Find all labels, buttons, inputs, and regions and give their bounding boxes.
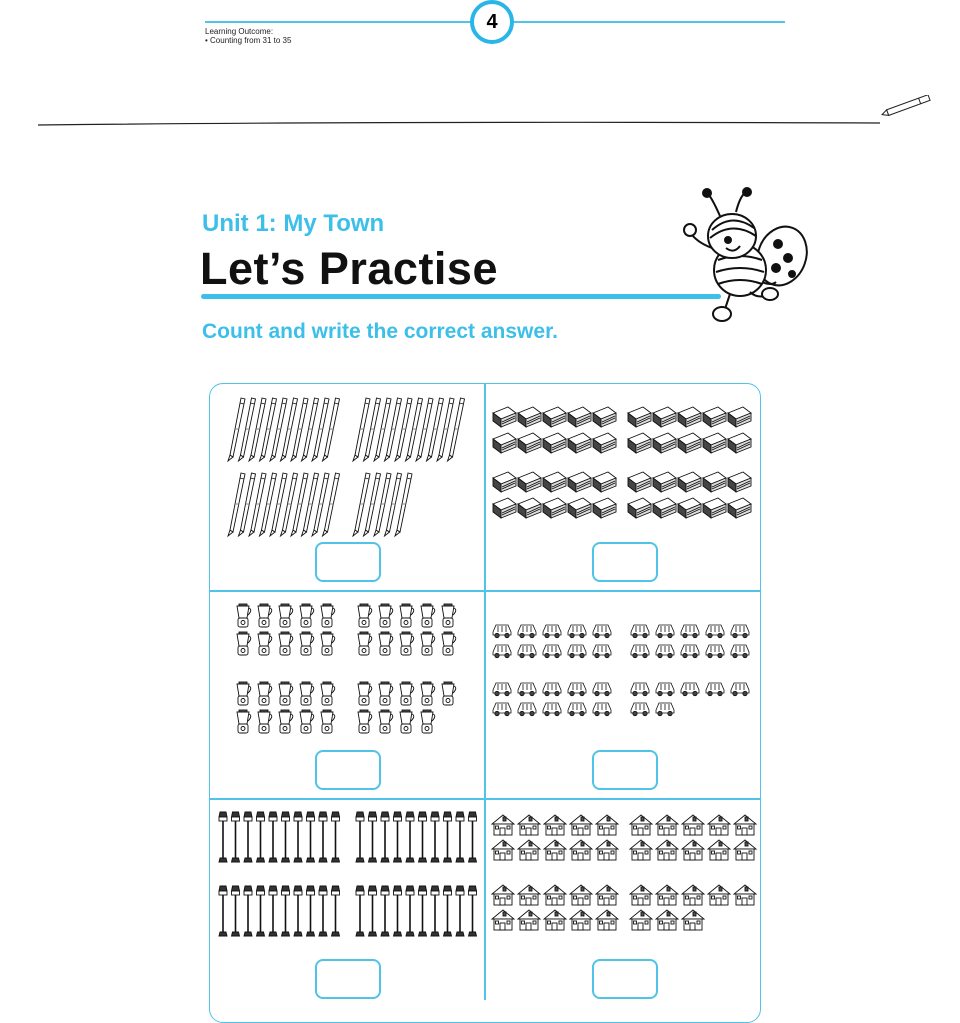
book-icon [703,433,726,453]
book-icon [678,472,701,492]
blender-icon [258,604,272,627]
car-icon [706,683,724,696]
car-icon [681,683,699,696]
street-lamp-icon [219,812,227,862]
book-icon [728,433,751,453]
house-icon [656,885,678,905]
pencil-icon [881,95,930,117]
car-icon [568,683,586,696]
unit-title: Unit 1: My Town [202,210,385,237]
house-icon [518,840,540,860]
car-icon [593,625,611,638]
blender-icon [379,604,393,627]
house-icon [630,885,652,905]
car-icon [518,625,536,638]
street-lamp-icon [319,812,327,862]
blender-icon [279,682,293,705]
house-icon [656,815,678,835]
book-icon [628,498,651,518]
blender-icon [321,632,335,655]
house-icon [596,885,618,905]
house-icon [682,840,704,860]
street-lamp-icon [381,886,389,936]
book-icon [568,433,591,453]
blender-icon [442,682,456,705]
street-lamp-icon [369,812,377,862]
blender-icon [300,632,314,655]
instruction-text: Count and write the correct answer. [202,320,558,343]
house-icon [544,815,566,835]
book-icon [518,472,541,492]
blender-icon [379,682,393,705]
house-icon [734,840,756,860]
car-icon [631,703,649,716]
answer-box-street-lamps[interactable] [315,959,381,999]
street-lamp-icon [332,886,340,936]
street-lamp-icon [394,886,402,936]
blender-icon [258,632,272,655]
house-icon [570,910,592,930]
house-icon [492,885,514,905]
car-icon [493,645,511,658]
book-icon [703,407,726,427]
house-icon [682,910,704,930]
street-lamp-icon [406,812,414,862]
page-title: Let’s Practise [200,243,498,294]
street-lamp-icon [282,812,290,862]
blender-icon [279,632,293,655]
car-icon [518,645,536,658]
book-icon [628,433,651,453]
blender-icon [442,604,456,627]
house-icon [570,815,592,835]
house-icon [518,815,540,835]
blender-icon [358,604,372,627]
street-lamp-icon [456,812,464,862]
answer-box-houses[interactable] [592,959,658,999]
book-icon [678,433,701,453]
street-lamp-icon [307,886,315,936]
book-icon [728,472,751,492]
street-lamp-icon [419,812,427,862]
street-lamp-icon [406,886,414,936]
book-icon [678,498,701,518]
car-icon [731,625,749,638]
blender-icon [400,632,414,655]
car-icon [706,625,724,638]
book-icon [568,498,591,518]
book-icon [518,433,541,453]
car-icon [593,683,611,696]
street-lamp-icon [319,886,327,936]
street-lamp-icon [356,812,364,862]
book-icon [593,498,616,518]
house-icon [518,910,540,930]
book-icon [568,407,591,427]
blender-icon [237,682,251,705]
blender-icon [279,604,293,627]
street-lamp-icon [444,812,452,862]
car-icon [706,645,724,658]
learning-outcome-title: Learning Outcome: [205,27,274,36]
car-icon [656,683,674,696]
house-icon [492,840,514,860]
car-icon [543,645,561,658]
house-icon [492,910,514,930]
blender-icon [300,604,314,627]
house-icon [682,885,704,905]
car-icon [493,703,511,716]
car-icon [731,645,749,658]
house-icon [570,840,592,860]
car-icon [543,625,561,638]
street-lamp-icon [257,812,265,862]
blender-icon [400,710,414,733]
book-icon [653,472,676,492]
car-icon [681,645,699,658]
book-icon [593,472,616,492]
street-lamp-icon [269,886,277,936]
book-icon [543,407,566,427]
street-lamp-icon [419,886,427,936]
street-lamp-icon [244,812,252,862]
street-lamp-icon [431,886,439,936]
street-lamp-icon [356,886,364,936]
book-icon [703,472,726,492]
street-lamp-icon [431,812,439,862]
street-lamp-icon [219,886,227,936]
title-underline [201,294,721,299]
street-lamp-icon [369,886,377,936]
house-icon [708,840,730,860]
house-icon [492,815,514,835]
car-icon [543,683,561,696]
street-lamp-icon [332,812,340,862]
street-lamp-icon [232,886,240,936]
book-icon [628,407,651,427]
answer-box-cars[interactable] [592,750,658,790]
car-icon [631,625,649,638]
car-icon [568,645,586,658]
blender-icon [358,682,372,705]
book-icon [728,498,751,518]
house-icon [544,885,566,905]
book-icon [543,498,566,518]
house-icon [630,840,652,860]
book-icon [518,498,541,518]
street-lamp-icon [381,812,389,862]
house-icon [630,910,652,930]
street-lamp-icon [294,812,302,862]
book-icon [518,407,541,427]
blender-icon [237,710,251,733]
car-icon [593,703,611,716]
blender-icon [258,710,272,733]
car-icon [656,703,674,716]
house-icon [656,840,678,860]
learning-outcome [205,27,291,45]
blender-icon [300,682,314,705]
street-lamp-icon [456,886,464,936]
car-icon [681,625,699,638]
learning-outcome-item: • Counting from 31 to 35 [205,36,292,45]
car-icon [593,645,611,658]
book-icon [728,407,751,427]
book-icon [543,472,566,492]
car-icon [493,625,511,638]
house-icon [570,885,592,905]
house-icon [630,815,652,835]
blender-icon [442,632,456,655]
blender-icon [400,604,414,627]
car-icon [631,645,649,658]
street-lamp-icon [282,886,290,936]
bee-mascot-icon [682,186,810,326]
answer-box-books[interactable] [592,542,658,582]
book-icon [593,433,616,453]
blender-icon [237,632,251,655]
book-icon [653,498,676,518]
car-icon [731,683,749,696]
car-icon [518,683,536,696]
pencil-line-decoration [0,95,960,145]
blender-icon [400,682,414,705]
house-icon [708,815,730,835]
house-icon [596,815,618,835]
blender-icon [279,710,293,733]
blender-icon [379,710,393,733]
blender-icon [421,604,435,627]
street-lamp-icon [244,886,252,936]
answer-box-blenders[interactable] [315,750,381,790]
book-icon [493,433,516,453]
car-icon [518,703,536,716]
house-icon [544,910,566,930]
blender-icon [321,604,335,627]
house-icon [596,840,618,860]
car-icon [568,703,586,716]
street-lamp-icon [257,886,265,936]
car-icon [568,625,586,638]
book-icon [493,407,516,427]
blender-icon [258,682,272,705]
blender-icon [358,632,372,655]
book-icon [568,472,591,492]
house-icon [682,815,704,835]
street-lamp-icon [307,812,315,862]
house-icon [734,885,756,905]
book-icon [678,407,701,427]
book-icon [543,433,566,453]
car-icon [543,703,561,716]
street-lamp-icon [294,886,302,936]
car-icon [656,625,674,638]
book-icon [493,472,516,492]
street-lamp-icon [232,812,240,862]
house-icon [518,885,540,905]
page-number-badge: 4 [470,0,514,44]
house-icon [656,910,678,930]
blender-icon [237,604,251,627]
house-icon [734,815,756,835]
car-icon [656,645,674,658]
blender-icon [321,710,335,733]
street-lamp-icon [394,812,402,862]
blender-icon [379,632,393,655]
car-icon [493,683,511,696]
car-icon [631,683,649,696]
blender-icon [421,632,435,655]
book-icon [653,407,676,427]
blender-icon [321,682,335,705]
book-icon [493,498,516,518]
street-lamp-icon [444,886,452,936]
blender-icon [300,710,314,733]
book-icon [593,407,616,427]
blender-icon [421,710,435,733]
blender-icon [421,682,435,705]
street-lamp-icon [469,886,477,936]
street-lamp-icon [469,812,477,862]
house-icon [708,885,730,905]
street-lamp-icon [269,812,277,862]
book-icon [703,498,726,518]
house-icon [544,840,566,860]
blender-icon [358,710,372,733]
book-icon [653,433,676,453]
book-icon [628,472,651,492]
house-icon [596,910,618,930]
answer-box-pencils[interactable] [315,542,381,582]
